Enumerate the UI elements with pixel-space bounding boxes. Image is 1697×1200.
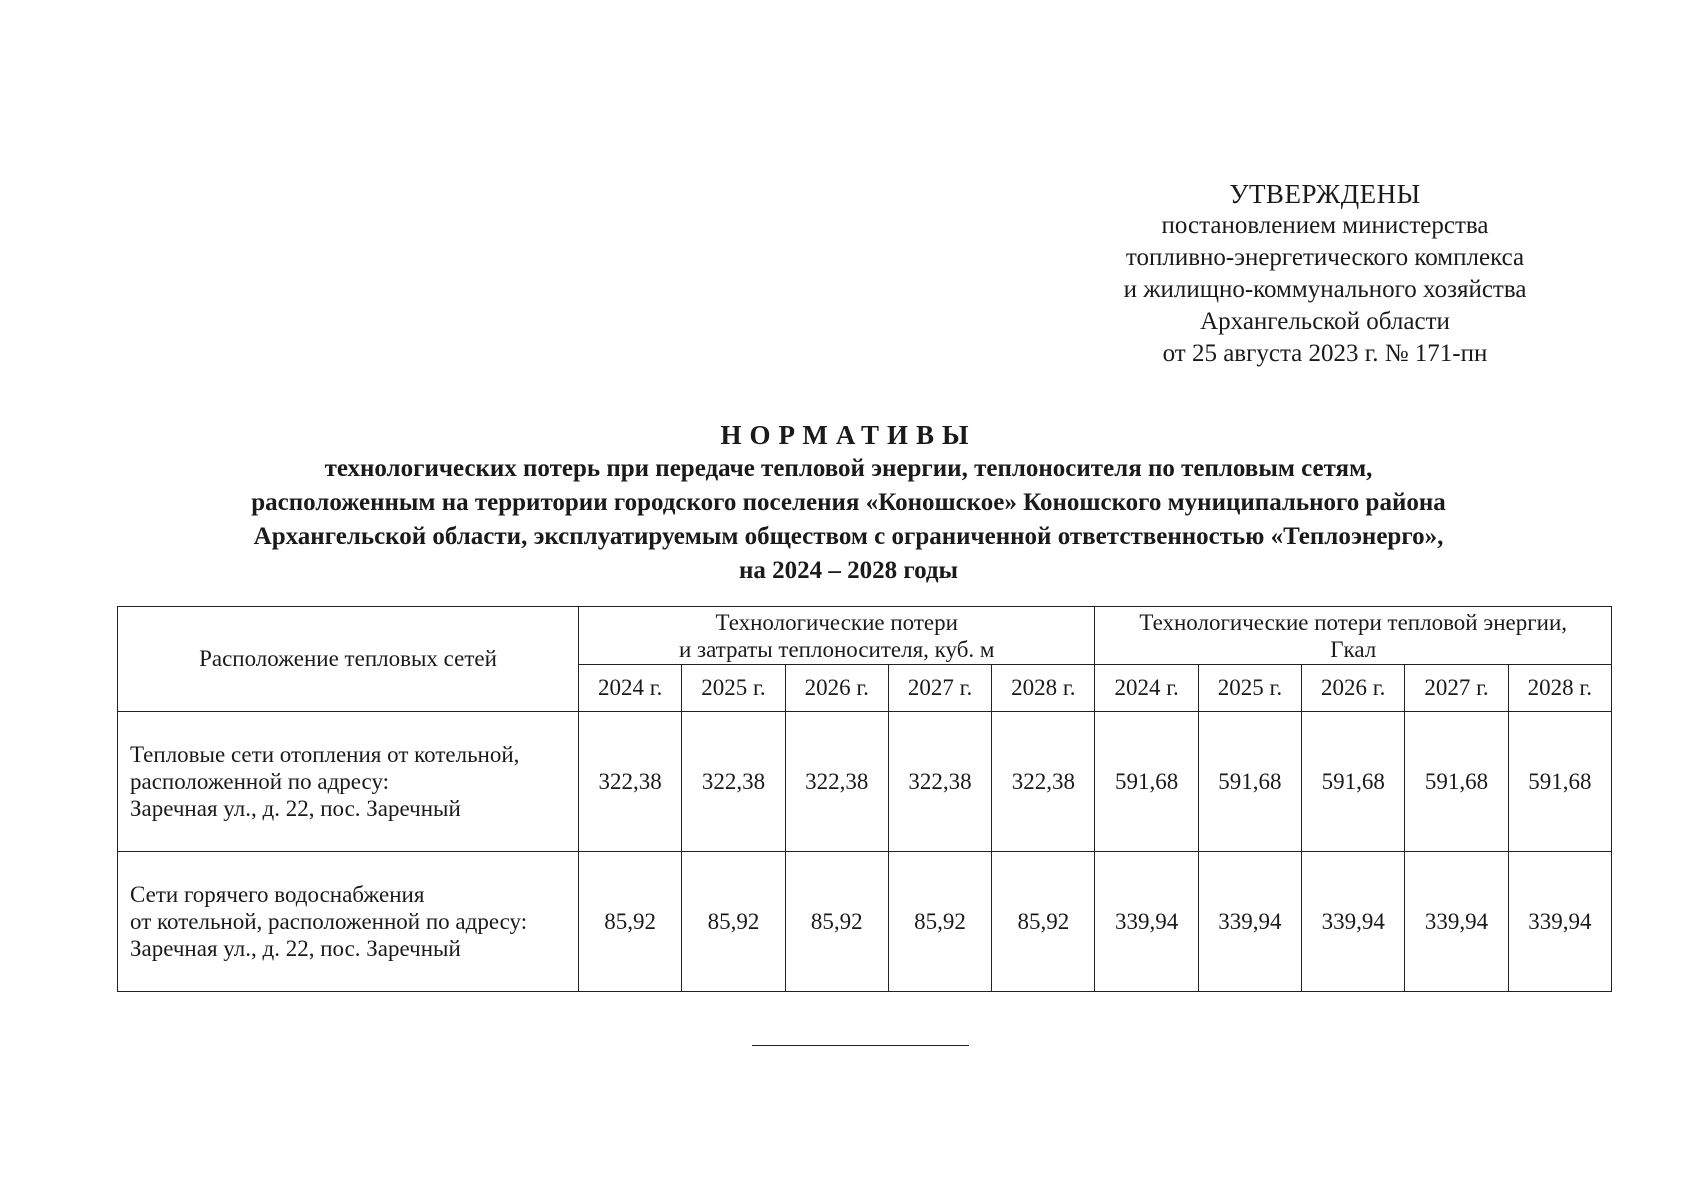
document-subtitle-line: на 2024 – 2028 годы: [738, 557, 959, 584]
location-line: Заречная ул., д. 22, пос. Заречный: [130, 936, 461, 961]
value-cell: 339,94: [1405, 852, 1508, 992]
document-title: НОРМАТИВЫ: [720, 420, 977, 450]
value-cell: 322,38: [682, 712, 785, 852]
location-line: расположенной по адресу:: [130, 769, 390, 794]
year-header: 2028 г.: [1508, 665, 1611, 712]
value-cell: 591,68: [1508, 712, 1611, 852]
year-header: 2025 г.: [682, 665, 785, 712]
year-header: 2025 г.: [1198, 665, 1301, 712]
location-line: Сети горячего водоснабжения: [130, 882, 425, 907]
document-subtitle-line: технологических потерь при передаче тепловой энергии, теплоносителя по тепловым сетям,: [324, 455, 1373, 482]
year-header: 2026 г.: [1302, 665, 1405, 712]
year-header: 2028 г.: [992, 665, 1095, 712]
approval-line: Архангельской области: [1200, 308, 1450, 335]
value-cell: 322,38: [888, 712, 991, 852]
location-line: Заречная ул., д. 22, пос. Заречный: [130, 796, 461, 821]
heat-losses-header-line: Гкал: [1330, 636, 1377, 662]
value-cell: 591,68: [1095, 712, 1198, 852]
location-line: Тепловые сети отопления от котельной,: [130, 742, 520, 767]
value-cell: 85,92: [992, 852, 1095, 992]
document-heading: [150, 418, 1547, 588]
document-subtitle-line: Архангельской области, эксплуатируемым обществом с ограниченной ответственностью «Теплоэнерго»,: [253, 523, 1444, 550]
value-cell: 591,68: [1302, 712, 1405, 852]
footer-divider: [752, 1045, 969, 1046]
year-header: 2027 г.: [888, 665, 991, 712]
table-row: [118, 712, 1612, 852]
approval-line: и жилищно-коммунального хозяйства: [1123, 276, 1527, 303]
table-header-row: [118, 607, 1612, 665]
heat-losses-header-line: Технологические потери тепловой энергии,: [1139, 609, 1568, 635]
approval-line: от 25 августа 2023 г. № 171-пн: [1162, 340, 1488, 367]
year-header: 2024 г.: [579, 665, 682, 712]
value-cell: 322,38: [785, 712, 888, 852]
value-cell: 591,68: [1405, 712, 1508, 852]
year-header: 2024 г.: [1095, 665, 1198, 712]
value-cell: 339,94: [1508, 852, 1611, 992]
value-cell: 85,92: [579, 852, 682, 992]
value-cell: 322,38: [992, 712, 1095, 852]
coolant-losses-header-line: Технологические потери: [715, 609, 958, 635]
location-header: Расположение тепловых сетей: [118, 607, 579, 712]
approval-block: [1090, 178, 1560, 370]
table-row: [118, 852, 1612, 992]
value-cell: 591,68: [1198, 712, 1301, 852]
location-cell: [118, 852, 579, 992]
value-cell: 322,38: [579, 712, 682, 852]
value-cell: 85,92: [682, 852, 785, 992]
value-cell: 85,92: [785, 852, 888, 992]
value-cell: 339,94: [1198, 852, 1301, 992]
location-cell: [118, 712, 579, 852]
coolant-losses-header: [579, 607, 1095, 665]
approval-title: УТВЕРЖДЕНЫ: [1229, 179, 1421, 209]
value-cell: 339,94: [1302, 852, 1405, 992]
value-cell: 339,94: [1095, 852, 1198, 992]
year-header: 2027 г.: [1405, 665, 1508, 712]
year-header: 2026 г.: [785, 665, 888, 712]
coolant-losses-header-line: и затраты теплоносителя, куб. м: [678, 636, 995, 662]
document-subtitle-line: расположенным на территории городского поселения «Коношское» Коношского муниципального района: [251, 489, 1446, 516]
approval-line: постановлением министерства: [1161, 212, 1489, 239]
value-cell: 85,92: [888, 852, 991, 992]
approval-line: топливно-энергетического комплекса: [1125, 244, 1525, 271]
norms-table: [117, 606, 1612, 992]
location-line: от котельной, расположенной по адресу:: [130, 909, 528, 934]
heat-losses-header: [1095, 607, 1612, 665]
